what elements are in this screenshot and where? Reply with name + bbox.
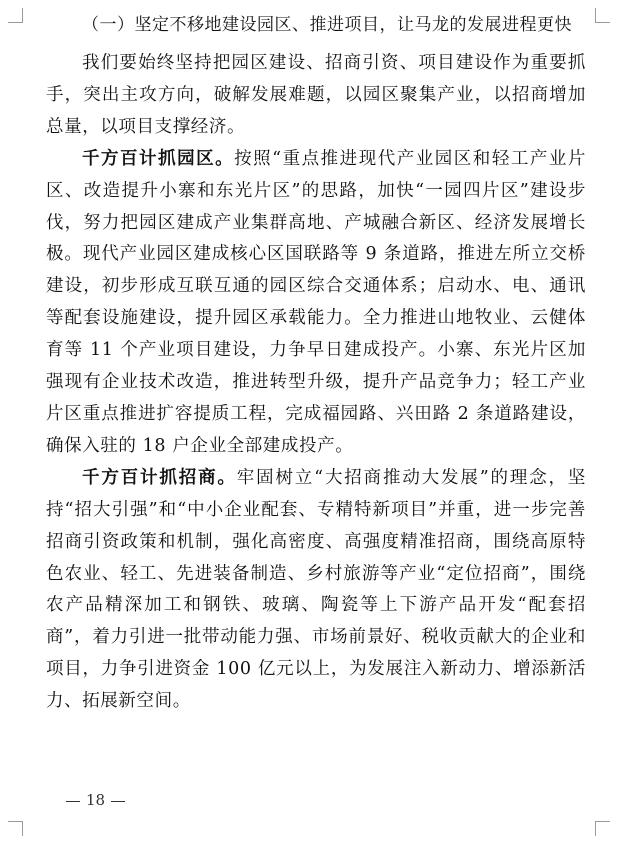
paragraph-investment xyxy=(46,463,586,718)
document-body xyxy=(46,10,586,718)
page-footer xyxy=(60,790,131,810)
crop-mark-top-right xyxy=(595,8,610,23)
paragraph-intro xyxy=(46,48,586,144)
crop-mark-bottom-right xyxy=(595,821,610,836)
paragraph-text: 按照“重点推进现代产业园区和轻工产业片区、改造提升小寨和东光片区”的思路，加快“一园四片区”建设步伐，努力把园区建成产业集群高地、产城融合新区、经济发展增长极。现代产业园区建成核心区国联路等 9 条道路，推进左所立交桥建设，初步形成互联互通的园区综合交通体系；启动水、电、通讯等配套设施建设，提升园区承载能力。全力推进山地牧业、云健体育等 11 个产业项目建设，力争早日建成投产。小寨、东光片区加强现有企业技术改造，推进转型升级，提升产品竞争力；轻工产业片区重点推进扩容提质工程，完成福园路、兴田路 2 条道路建设，确保入驻的 18 户企业全部建成投产。 xyxy=(46,148,586,456)
paragraph-lead: 千方百计抓园区。 xyxy=(82,148,235,169)
crop-mark-bottom-left xyxy=(8,821,23,836)
footer-dash-left xyxy=(66,801,80,802)
paragraph-parks xyxy=(46,144,586,463)
page-number: 18 xyxy=(86,791,106,809)
paragraph-text: 我们要始终坚持把园区建设、招商引资、项目建设作为重要抓手，突出主攻方向，破解发展难题，以园区聚集产业，以招商增加总量，以项目支撑经济。 xyxy=(46,53,586,137)
paragraph-text: 牢固树立“大招商推动大发展”的理念，坚持“招大引强”和“中小企业配套、专精特新项目”并重，进一步完善招商引资政策和机制，强化高密度、高强度精准招商，围绕高原特色农业、轻工、先进装备制造、乡村旅游等产业“定位招商”，围绕农产品精深加工和钢铁、玻璃、陶瓷等上下游产品开发“配套招商”，着力引进一批带动能力强、市场前景好、税收贡献大的企业和项目，力争引进资金 100 亿元以上，为发展注入新动力、增添新活力、拓展新空间。 xyxy=(46,467,586,712)
crop-mark-top-left xyxy=(8,8,23,23)
footer-dash-right xyxy=(111,801,125,802)
section-heading: （一）坚定不移地建设园区、推进项目，让马龙的发展进程更快 xyxy=(82,15,572,35)
paragraph-lead: 千方百计抓招商。 xyxy=(82,467,237,488)
